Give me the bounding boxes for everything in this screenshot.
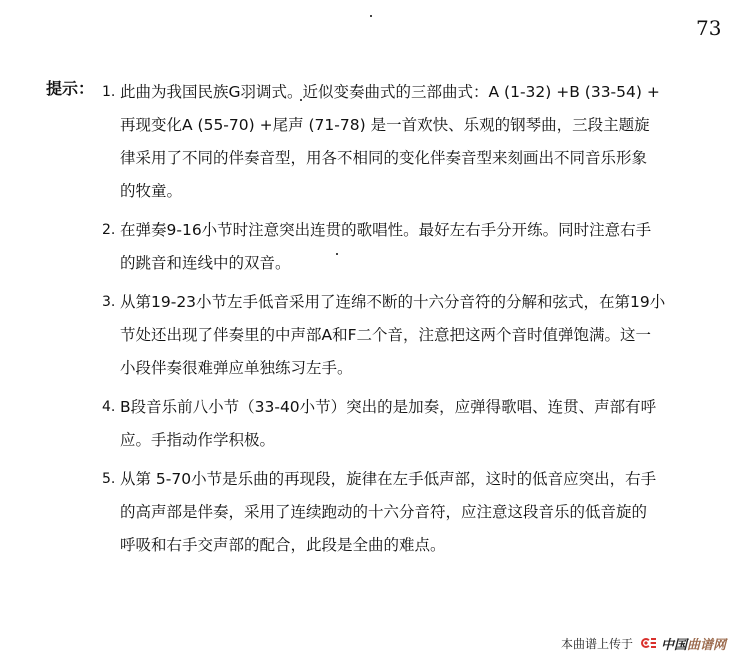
note-item-3 [102,286,742,385]
note-line: B段音乐前八小节（33-40小节）突出的是加奏，应弹得歌唱、连贯、声部有呼 [120,398,657,416]
note-line: 律采用了不同的伴奏音型，用各不相同的变化伴奏音型来刻画出不同音乐形象 [120,149,648,167]
note-line: 的跳音和连线中的双音。 [120,254,291,272]
notes-list [102,76,742,568]
note-number: 3. [102,294,116,310]
note-line: 呼吸和右手交声部的配合，此段是全曲的难点。 [120,536,446,554]
note-line: 在弹奏9-16小节时注意突出连贯的歌唱性。最好左右手分开练。同时注意右手 [120,221,652,239]
note-line: 节处还出现了伴奏里的中声部A和F二个音，注意把这两个音时值弹饱满。这一 [120,326,652,344]
note-item-1 [102,76,742,208]
note-number: 5. [102,471,116,487]
note-item-2 [102,214,742,280]
notes-header: 提示： [46,79,95,98]
upload-text: 本曲谱上传于 [561,637,634,651]
note-line: 此曲为我国民族G羽调式。近似变奏曲式的三部曲式：A (1-32) +B (33-54) + [120,83,660,101]
note-line: 应。手指动作学积极。 [120,431,276,449]
note-number: 1. [102,84,116,100]
note-line: 的高声部是伴奏，采用了连续跑动的十六分音符，应注意这段音乐的低音旋的 [120,503,648,521]
logo-text-part1: 中国 [661,638,688,653]
note-line: 小段伴奏很难弹应单独练习左手。 [120,359,353,377]
note-item-4 [102,391,742,457]
note-line: 从第 5-70小节是乐曲的再现段，旋律在左手低声部，这时的低音应突出，右手 [120,470,657,488]
note-line: 再现变化A (55-70) +尾声 (71-78) 是一首欢快、乐观的钢琴曲，三段主题旋 [120,116,650,134]
stray-dot [370,15,372,17]
site-logo[interactable] [641,634,726,653]
footer-watermark [561,634,726,653]
note-number: 2. [102,222,116,238]
note-line: 的牧童。 [120,182,183,200]
note-line: 从第19-23小节左手低音采用了连绵不断的十六分音符的分解和弦式，在第19小 [120,293,666,311]
note-item-5 [102,463,742,562]
ce-logo-icon [641,637,657,651]
logo-text-part2: 曲谱网 [687,638,727,653]
page-number: 73 [696,16,722,40]
note-number: 4. [102,399,116,415]
